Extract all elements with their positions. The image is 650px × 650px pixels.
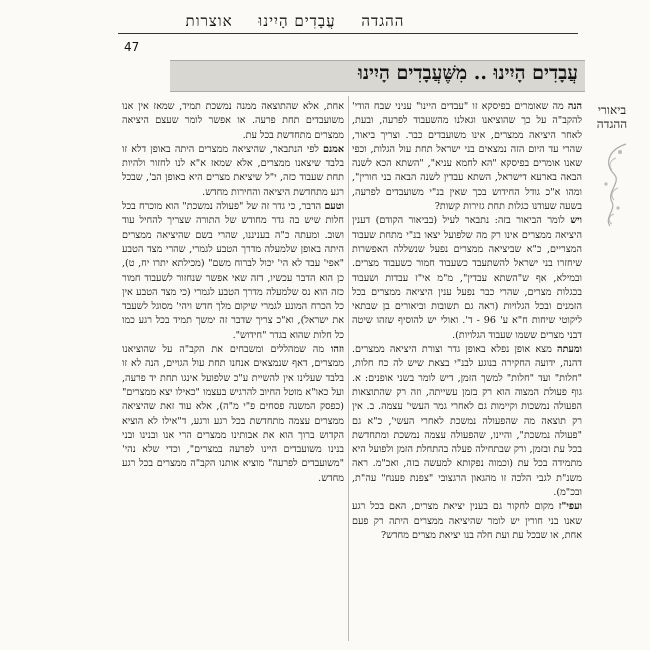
paragraph-text: מקום לחקור גם בענין יציאת מצרים, האם בכל רגע שאנו בני חורין יש לומר שהיציאה ממצרים היתה רק פעם אחת, או שבכל עת ועת חלה בנו יציאת מצרים מחדש? xyxy=(352,501,582,541)
header-part-avadim: עֲבָדִים הָיִינוּ xyxy=(258,12,336,30)
paragraph-text: לומר הביאור בזה: נתבאר לעיל (בביאור הקודם) דענין היציאה ממצרים אינו רק מה שלפועל יצאו בנ"י מתחת שעבוד המצריים, כ"א שביציאה ממצרים נפעל שנשללה האפשרות שיחזרו בני ישראל להשתעבד כשעבוד חמור כשעבוד מצרים. ובמילא, אף ש"השתא עבדין", מ"מ אי"ז עבדות ושעבוד בכגלות מצרים, שהרי כבר נפעל ענין היציאה ממצרים בכל הזמנים ובכל הגלויות (ראה גם תשובות וביאורים בן שבתאי ליקוטי שיחות ח"א ע' 96 - ד'. ואולי יש להוסיף שזהו שיטה דבני מצרים ששמו שעבוד הגלויות). xyxy=(352,215,582,341)
paragraph xyxy=(122,143,344,200)
left-column xyxy=(122,100,344,645)
paragraph xyxy=(122,200,344,343)
paragraph-text: לפי הנתבאר, שהיציאה ממצרים היתה באופן דלא זו בלבד שיצאנו ממצרים, אלא שמאז א"א לנו לחזור ולהיות תחת שעבוד כזה, י"ל שיציאת מצרים היא באופן הב', שבכל רגע מתחדשת היציאה והחירות מחדש. xyxy=(122,143,344,198)
right-column xyxy=(352,100,582,645)
paragraph xyxy=(352,500,582,543)
paragraph xyxy=(352,343,582,500)
paragraph-text: מצא אופן נפלא באופן גדר וצורת היציאה ממצרים. דהנה, ידועה החקירה בנוגע לבנ"י בצאת שיש לה כח חלות, "חלות" ועד "חלות" למשך הזמן, דיש לומר בשני אופנים: א. גוף פעולת המצוה הוא רק בזמן עשייתה, וזה רק שהתוצאות הפעולה נמשכות וקיימות גם לאחרי גמר העשי' עצמה. ב. אין רק תוצאה מה שהפעולה נמשכת לאחרי העשי', כ"א גם "פעולה נמשכת", והיינו, שהפעולה עצמה נמשכת ומתחדשת בכל עת ובזמן, ורק שבתחילה פעלה בהתחלת הזמן ולפועל היא מתמידה בכל עת (וכמוה נפקותא למעשה בזה, ואכ"מ. ראה משנ"ת לגבי הלכה זו מהגאון הרגצובי "צפנת פענח" עה"ת, ובכ"מ). xyxy=(352,344,582,499)
margin-label: ביאורי ההגדה xyxy=(596,103,628,131)
section-heading: עֲבָדִים הָיִינוּ .. מִשֶּׁעֲבָדִים הָיִינוּ xyxy=(357,62,578,84)
paragraph xyxy=(352,100,582,214)
paragraph xyxy=(352,214,582,343)
paragraph-text: מה שמהללים ומשבחים את הקב"ה על שהוציאנו ממצרים, דאף שנמצאים אנחנו תחת עול הגויים, הנה לא זו בלבד שעלינו אין להשיית ע"כ שלפועל אינגו תחת יד פרעה, ועל כאו"א מוטל החיוב להרגיש בעצמו "כאילו יצא ממצרים" (כפסק המשנה פסחים פ"י מ"ה), אלא עוד זאת שהיציאה ממצרים עצמה מתחדשת בכל רגע ורגע, ד"אילו לא הוציא הקדוש ברוך הוא את אבותינו ממצרים הרי אנו ובנינו ובני בנינו משועבדים היינו לפרעה במצרים", וכדי שלא נהי' "משועבדים לפרעה" מוציא אותנו הקב"ה ממצרים בכל רגע מחדש. xyxy=(122,344,344,484)
paragraph-text: הדבר, כי גדר זה של "פעולה נמשכת" הוא מוכרח בכל חלות שיש בה גדר מחודש של התורה שצריך להחיל עוד ושוב. ומעתה כ"ה בעניננו, שהרי בשם שהיציאה ממצרים היתה באופן שלמעלה מדרך הטבע לגמרי, שהרי מצד הטבע "אפי' עבד לא הי' יכול לברוח משם" (מכילתא יתרו יח, ט), כן הוא הדבר עכשיו, דזה שאי אפשר שנחזור לשעבוד חמור כזה הוא נס שלמעלה מדרך הטבע לגמרי (כי מצד הטבע אין כל הכרח המונע לגמרי שיקום מלך חדש ויהי' מסוגל לשעבד את ישראל), וא"כ צריך שדבר זה ימשך תמיד בכל רגע כמו כל חלות שהוא בגדר "חידוש". xyxy=(122,201,344,341)
paragraph-lead: אמנם xyxy=(323,143,344,155)
paragraph-lead: וזהו xyxy=(330,344,344,356)
paragraph-lead: הנה xyxy=(567,101,582,112)
paragraph xyxy=(122,100,344,143)
paragraph-text: אחת, אלא שהתוצאה ממנה נמשכת תמיד, שמאז אין אנו משועבדים תחת פרעה. או אפשר לומר שעצם היציאה ממצרים מתחדשת בכל עת. xyxy=(122,101,344,141)
ornament-icon xyxy=(596,140,630,230)
paragraph-lead: ועפי"ז xyxy=(558,501,582,513)
header-rule xyxy=(118,33,578,34)
running-header xyxy=(130,12,460,31)
paragraph-lead: ומעתה xyxy=(557,344,582,356)
paragraph-text: מה שאומרים בפיסקא זו "עבדים היינו" עניני שבח הודי' להקב"ה על כך שהוציאנו וגאלנו מהשעבוד לפרעה, ובעת, לאחר היציאה ממצרים, אינו משועבדים כבר. וצריך ביאור, שהרי עד היום הזה נמצאים בני ישראל תחת עול הגלות, וכפי שאנו אומרים בפיסקא "הא לחמא עניא", "השתא הכא לשנה הבאה בארעא דישראל, השתא עבדין לשנה הבאה בני חורין", ומהו א"כ גודל החידוש בכך שאין בנ"י משועבדים לפרעה, בשעה שעודנו כגלות תחת גזירות קשות? xyxy=(352,101,582,213)
paragraph-lead: ויש xyxy=(570,215,582,227)
header-part-haggadah: ההגדה xyxy=(361,12,405,30)
paragraph xyxy=(122,343,344,486)
header-part-otzros: אוצרות xyxy=(185,12,233,30)
page-number: 47 xyxy=(124,40,140,54)
column-separator xyxy=(348,96,349,641)
paragraph-lead: וטעם xyxy=(324,201,344,213)
